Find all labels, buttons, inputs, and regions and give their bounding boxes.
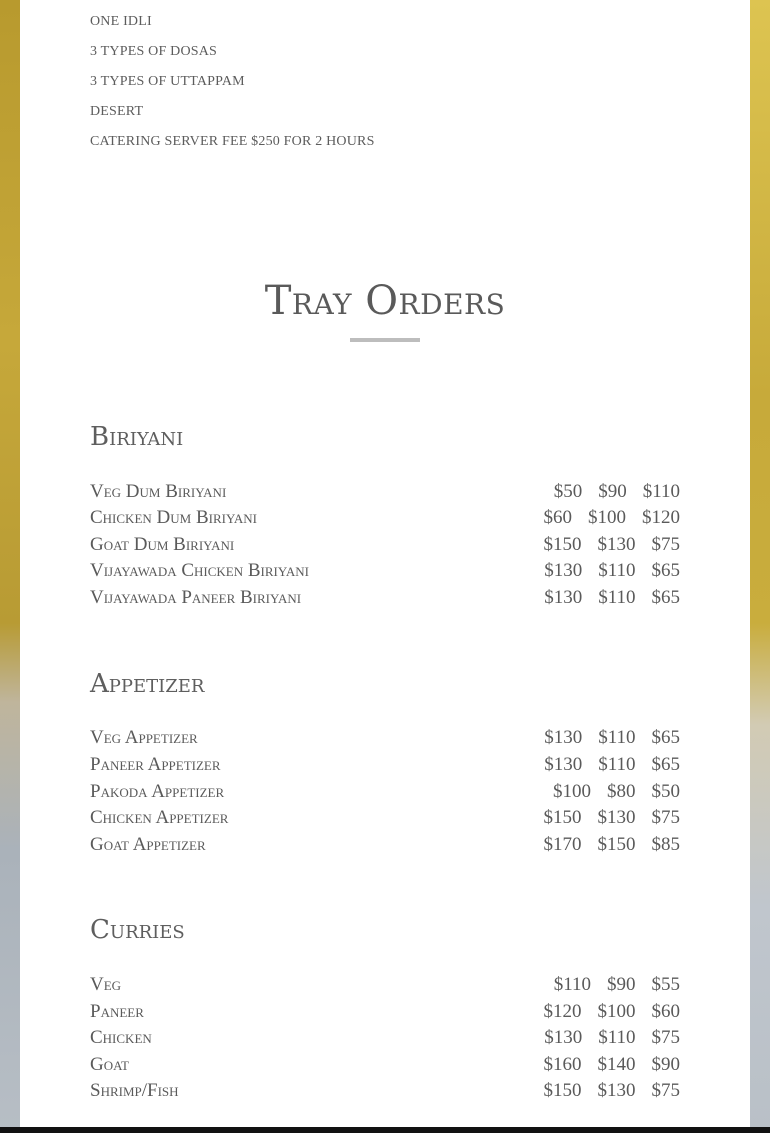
- package-item: DESERT: [90, 104, 144, 119]
- price: $120: [642, 507, 680, 528]
- price: $110: [598, 727, 636, 748]
- menu-item-row: [90, 505, 680, 531]
- price: $110: [598, 560, 636, 581]
- item-name: Chicken: [90, 1027, 152, 1048]
- price: $50: [651, 781, 680, 802]
- menu-item-row: [90, 1078, 680, 1104]
- price: $130: [544, 727, 583, 748]
- price: $90: [598, 481, 627, 502]
- price: $80: [607, 781, 636, 802]
- item-prices: [544, 754, 680, 776]
- item-prices: [553, 781, 680, 803]
- item-name: Veg Appetizer: [90, 727, 198, 748]
- price: $150: [543, 534, 582, 555]
- item-prices: [544, 1001, 681, 1023]
- price: $100: [597, 1001, 636, 1022]
- bottom-bar: [0, 1127, 770, 1133]
- item-name: Vijayawada Paneer Biriyani: [90, 587, 302, 608]
- price: $130: [544, 587, 583, 608]
- menu-item-row: [90, 999, 680, 1025]
- menu-item-row: [90, 725, 680, 751]
- price: $65: [651, 754, 680, 775]
- menu-item-row: [90, 585, 680, 611]
- price: $110: [553, 974, 591, 995]
- menu-item-row: [90, 558, 680, 584]
- item-prices: [544, 587, 680, 609]
- item-name: Chicken Appetizer: [90, 807, 229, 828]
- price: $60: [651, 1001, 680, 1022]
- item-name: Goat Dum Biriyani: [90, 534, 235, 555]
- package-item: ONE IDLI: [90, 14, 152, 29]
- menu-item-row: [90, 1052, 680, 1078]
- item-prices: [544, 560, 680, 582]
- item-name: Goat: [90, 1054, 129, 1075]
- price: $65: [651, 587, 680, 608]
- title-divider: [350, 338, 420, 342]
- item-prices: [544, 1027, 680, 1049]
- item-prices: [544, 834, 681, 856]
- page-title: Tray Orders: [264, 278, 506, 324]
- price: $75: [651, 1080, 680, 1101]
- menu-item-row: [90, 479, 680, 505]
- menu-card: [20, 0, 750, 1127]
- item-prices: [554, 481, 680, 503]
- menu-item-row: [90, 779, 680, 805]
- package-item: 3 TYPES OF DOSAS: [90, 44, 218, 59]
- price: $85: [651, 834, 680, 855]
- item-prices: [544, 1080, 681, 1102]
- price: $170: [543, 834, 582, 855]
- item-name: Vijayawada Chicken Biriyani: [90, 560, 309, 581]
- menu-item-row: [90, 972, 680, 998]
- item-name: Veg: [90, 974, 122, 995]
- menu-item-row: [90, 832, 680, 858]
- item-name: Shrimp/Fish: [90, 1080, 179, 1101]
- menu-item-row: [90, 752, 680, 778]
- price: $130: [597, 807, 636, 828]
- item-name: Veg Dum Biriyani: [90, 481, 227, 502]
- price: $150: [597, 834, 636, 855]
- price: $90: [607, 974, 636, 995]
- price: $55: [651, 974, 680, 995]
- section-title-biriyani: Biriyani: [90, 422, 184, 452]
- price: $75: [651, 1027, 680, 1048]
- price: $60: [543, 507, 572, 528]
- price: $65: [651, 727, 680, 748]
- price: $100: [553, 781, 591, 802]
- price: $130: [597, 534, 636, 555]
- item-prices: [544, 807, 681, 829]
- item-prices: [554, 974, 680, 996]
- price: $110: [598, 1027, 636, 1048]
- price: $130: [544, 754, 583, 775]
- price: $110: [642, 481, 680, 502]
- price: $160: [543, 1054, 582, 1075]
- menu-item-row: [90, 1025, 680, 1051]
- price: $150: [543, 807, 582, 828]
- item-prices: [544, 1054, 681, 1076]
- price: $150: [543, 1080, 582, 1101]
- menu-item-row: [90, 532, 680, 558]
- item-name: Goat Appetizer: [90, 834, 206, 855]
- price: $110: [598, 754, 636, 775]
- item-prices: [544, 507, 681, 529]
- price: $75: [651, 807, 680, 828]
- price: $65: [651, 560, 680, 581]
- price: $90: [651, 1054, 680, 1075]
- section-title-curries: Curries: [90, 915, 185, 945]
- item-name: Pakoda Appetizer: [90, 781, 225, 802]
- section-title-appetizer: Appetizer: [90, 669, 205, 699]
- price: $120: [543, 1001, 582, 1022]
- background-left-edge: [0, 0, 20, 1133]
- menu-item-row: [90, 805, 680, 831]
- package-item: 3 TYPES OF UTTAPPAM: [90, 74, 245, 89]
- price: $100: [588, 507, 626, 528]
- price: $130: [544, 1027, 583, 1048]
- price: $50: [553, 481, 583, 502]
- item-name: Paneer Appetizer: [90, 754, 221, 775]
- price: $130: [544, 560, 583, 581]
- item-prices: [544, 727, 680, 749]
- price: $130: [597, 1080, 636, 1101]
- item-name: Chicken Dum Biriyani: [90, 507, 258, 528]
- item-name: Paneer: [90, 1001, 144, 1022]
- item-prices: [544, 534, 681, 556]
- package-item: CATERING SERVER FEE $250 FOR 2 HOURS: [90, 134, 375, 149]
- price: $110: [598, 587, 636, 608]
- price: $75: [651, 534, 680, 555]
- package-items-list: [90, 12, 375, 162]
- price: $140: [597, 1054, 636, 1075]
- background-right-edge: [750, 0, 770, 1133]
